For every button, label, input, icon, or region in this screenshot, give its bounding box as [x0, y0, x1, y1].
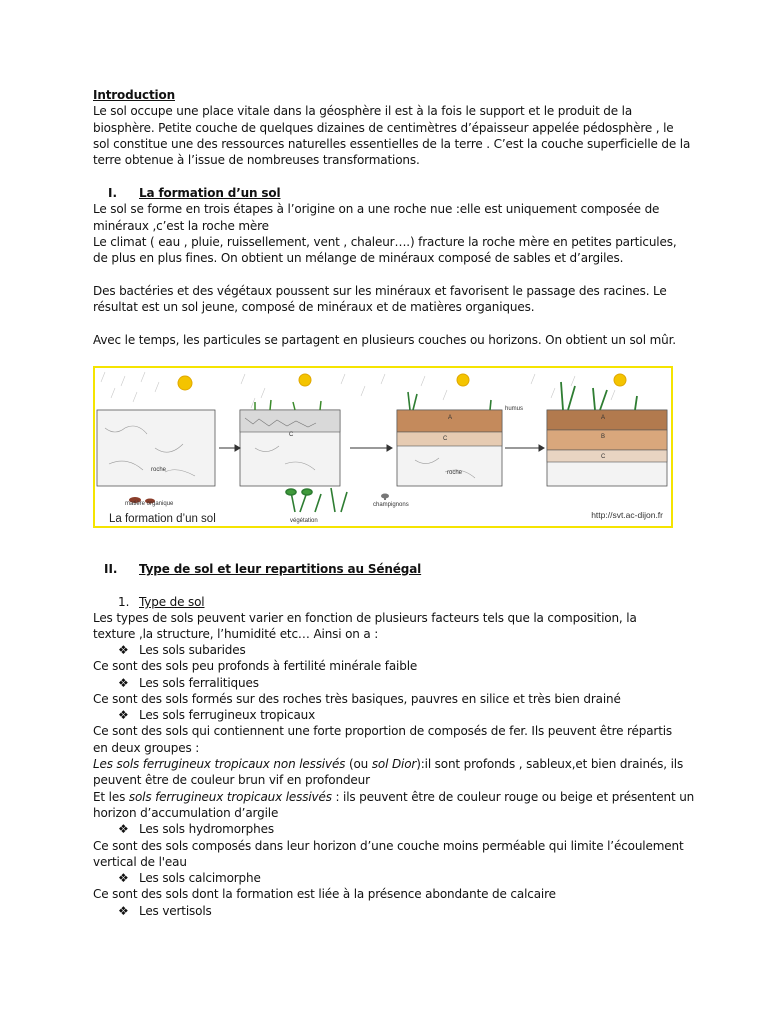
subsection-number: 1.	[118, 595, 130, 609]
section1-title: La formation d’un sol	[139, 186, 281, 200]
lessives-term: sols ferrugineux tropicaux lessivés	[128, 790, 332, 804]
fig-label-a-1: A	[448, 415, 453, 421]
subsection-title: Type de sol	[139, 595, 205, 609]
intro-line-3: sol constitue une des ressources naturelles essentielles de la terre . C’est la couche superficielle de la	[93, 137, 691, 151]
types-intro-line-2: texture ,la structure, l’humidité etc… Ainsi on a :	[93, 627, 379, 641]
soil-formation-figure	[93, 366, 673, 528]
nonlessives-mid: (ou	[345, 757, 372, 771]
fig-label-vegetation: végétation	[290, 518, 318, 524]
nonlessives-term: Les sols ferrugineux tropicaux non lessivés	[93, 757, 346, 771]
item-calcimorphe-desc: Ce sont des sols dont la formation est liée à la présence abondante de calcaire	[93, 887, 556, 901]
lessives-line-1	[93, 789, 694, 805]
nonlessives-rest: ):il sont profonds , sableux,et bien drainés, ils	[416, 757, 684, 771]
intro-line-1: Le sol occupe une place vitale dans la géosphère il est à la fois le support et le produit de la	[93, 104, 633, 118]
section1-line-4: de plus en plus fines. On obtient un mélange de minéraux composé de sables et d’argiles.	[93, 251, 624, 265]
fig-label-c-1: C	[289, 432, 294, 438]
fig-label-matiere: matière organique	[125, 501, 174, 507]
item-ferrugineux: Les sols ferrugineux tropicaux	[139, 708, 316, 722]
bullet-icon: ❖	[118, 871, 129, 885]
bullet-icon: ❖	[118, 904, 129, 918]
fig-label-c-2: C	[443, 436, 448, 442]
plant-icon	[286, 488, 347, 512]
fig-label-champignons: champignons	[373, 502, 409, 508]
intro-heading: Introduction	[93, 88, 175, 102]
fig-label-a-2: A	[601, 415, 606, 421]
section1-line-1: Le sol se forme en trois étapes à l’origine on a une roche nue :elle est uniquement composée de	[93, 202, 660, 216]
bullet-icon: ❖	[118, 708, 129, 722]
lessives-prefix: Et les	[93, 790, 129, 804]
section2-number: II.	[104, 562, 118, 576]
soil-block-1	[97, 410, 215, 486]
bullet-icon: ❖	[118, 676, 129, 690]
item-ferralitiques-desc: Ce sont des sols formés sur des roches très basiques, pauvres en silice et très bien drainé	[93, 692, 621, 706]
lessives-rest: : ils peuvent être de couleur rouge ou beige et présentent un	[331, 790, 695, 804]
section1-number: I.	[108, 186, 118, 200]
item-hydromorphes-desc-2: vertical de l'eau	[93, 855, 187, 869]
figure-source-url: http://svt.ac-dijon.fr	[591, 510, 663, 520]
sol-dior-term: sol Dior	[371, 757, 417, 771]
fig-label-c-3: C	[601, 454, 606, 460]
item-hydromorphes-desc-1: Ce sont des sols composés dans leur horizon d’une couche moins perméable qui limite l’écoulement	[93, 839, 684, 853]
bullet-icon: ❖	[118, 822, 129, 836]
section1-line-7: Avec le temps, les particules se partagent en plusieurs couches ou horizons. On obtient un sol mûr.	[93, 333, 676, 347]
item-calcimorphe: Les sols calcimorphe	[139, 871, 261, 885]
types-intro-line-1: Les types de sols peuvent varier en fonction de plusieurs facteurs tels que la composition, la	[93, 611, 637, 625]
item-subarides: Les sols subarides	[139, 643, 246, 657]
section1-line-5: Des bactéries et des végétaux poussent sur les minéraux et favorisent le passage des racines. Le	[93, 284, 667, 298]
rain-icon	[101, 372, 615, 408]
section1-line-2: minéraux ,c’est la roche mère	[93, 219, 269, 233]
intro-line-4: terre obtenue à l’issue de nombreuses transformations.	[93, 153, 420, 167]
section1-line-6: résultat est un sol jeune, composé de minéraux et de matières organiques.	[93, 300, 535, 314]
figure-title: La formation d’un sol	[109, 513, 216, 525]
fig-label-roche-1: roche	[151, 467, 167, 473]
fig-label-humus: humus	[505, 406, 524, 412]
nonlessives-line-2: peuvent être de couleur brun vif en profondeur	[93, 773, 370, 787]
item-ferrugineux-desc-2: en deux groupes :	[93, 741, 200, 755]
soil-block-2	[240, 400, 340, 486]
lessives-line-2: horizon d’accumulation d’argile	[93, 806, 279, 820]
bullet-icon: ❖	[118, 643, 129, 657]
item-vertisols: Les vertisols	[139, 904, 212, 918]
soil-block-4	[547, 382, 667, 486]
fig-label-b: B	[601, 434, 606, 440]
item-hydromorphes: Les sols hydromorphes	[139, 822, 274, 836]
item-subarides-desc: Ce sont des sols peu profonds à fertilité minérale faible	[93, 659, 418, 673]
fig-label-roche-2: roche	[447, 470, 463, 476]
mushroom-icon	[381, 494, 389, 501]
section1-line-3: Le climat ( eau , pluie, ruissellement, vent , chaleur….) fracture la roche mère en petites particules,	[93, 235, 677, 249]
item-ferrugineux-desc-1: Ce sont des sols qui contiennent une forte proportion de composés de fer. Ils peuvent être répartis	[93, 724, 673, 738]
sun-icon	[178, 374, 626, 390]
intro-line-2: biosphère. Petite couche de quelques dizaines de centimètres d’épaisseur appelée pédosphère , le	[93, 121, 674, 135]
section2-title: Type de sol et leur repartitions au Sénégal	[139, 562, 422, 576]
item-ferralitiques: Les sols ferralitiques	[139, 676, 259, 690]
nonlessives-line-1	[93, 756, 683, 772]
